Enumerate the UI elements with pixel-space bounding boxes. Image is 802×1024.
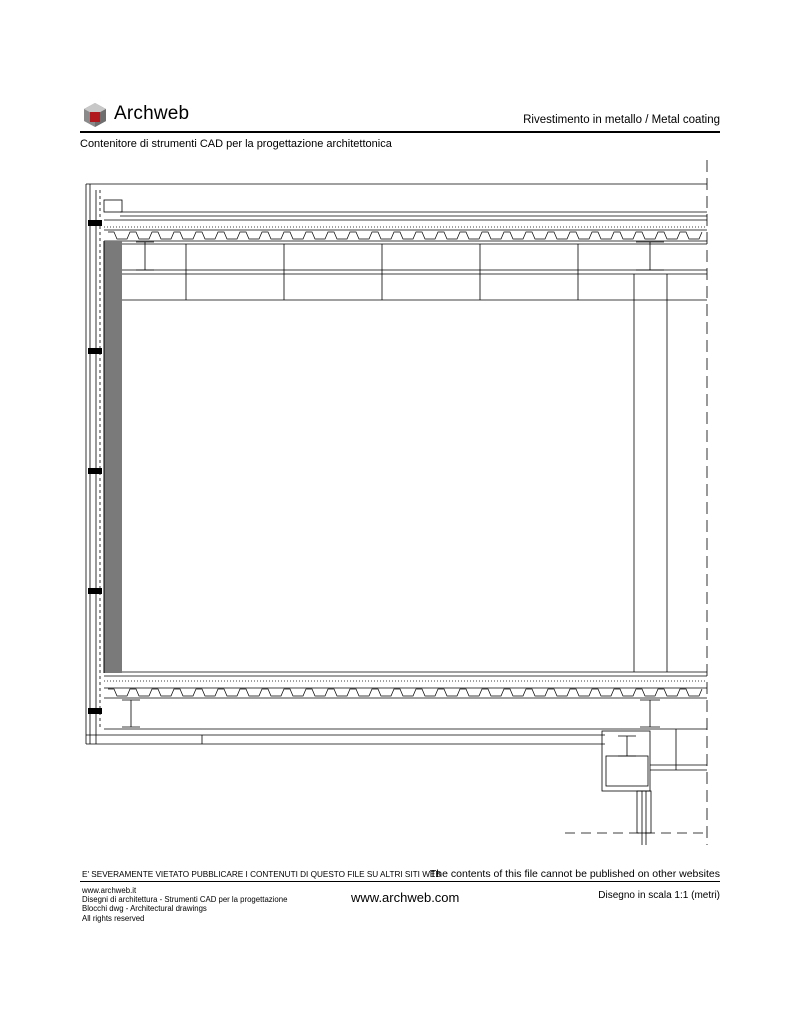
steel-ibeam-gutter <box>618 736 636 756</box>
footer-divider <box>80 881 720 882</box>
steel-ibeam-top-left <box>136 242 154 270</box>
facade-bracket <box>88 348 102 354</box>
scale-note: Disegno in scala 1:1 (metri) <box>598 890 720 901</box>
page-title: Rivestimento in metallo / Metal coating <box>523 114 720 126</box>
warning-italian: E' SEVERAMENTE VIETATO PUBBLICARE I CONTENUTI DI QUESTO FILE SU ALTRI SITI WEB <box>82 870 441 879</box>
gutter-box <box>602 731 650 791</box>
facade-bracket <box>88 220 102 226</box>
info-line: Blocchi dwg - Architectural drawings <box>82 904 207 914</box>
facade-bracket <box>88 708 102 714</box>
page-subtitle: Contenitore di strumenti CAD per la progettazione architettonica <box>80 138 392 150</box>
info-line[interactable]: www.archweb.it <box>82 886 137 895</box>
gutter-inner <box>606 756 648 786</box>
metal-cladding-panel <box>104 241 122 673</box>
brand-name: Archweb <box>114 103 190 124</box>
steel-ibeam-top-right <box>636 242 664 270</box>
steel-ibeam-bottom-right <box>640 700 660 727</box>
website-link[interactable]: www.archweb.com <box>351 890 460 905</box>
info-line: Disegni di architettura - Strumenti CAD per la progettazione <box>82 895 288 905</box>
warning-english: The contents of this file cannot be published on other websites <box>429 868 720 880</box>
deck-profile-top <box>108 232 702 239</box>
footer-info <box>82 886 287 923</box>
steel-ibeam-bottom-left <box>122 700 140 727</box>
facade-bracket <box>88 468 102 474</box>
roof-parapet <box>104 200 122 212</box>
facade-bracket <box>88 588 102 594</box>
downpipe <box>637 791 651 833</box>
deck-profile-bottom <box>108 689 702 696</box>
info-line: All rights reserved <box>82 913 145 923</box>
